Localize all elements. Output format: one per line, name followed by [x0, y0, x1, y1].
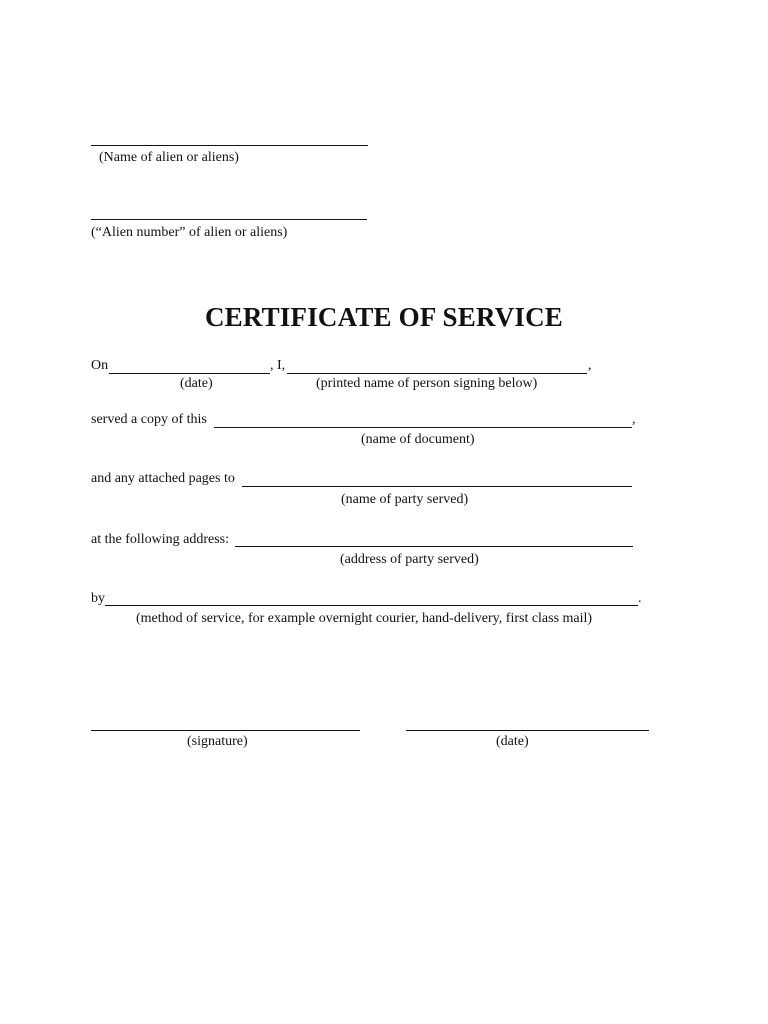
by-suffix: .: [638, 591, 642, 606]
certificate-title: CERTIFICATE OF SERVICE: [204, 302, 564, 332]
party-served-line[interactable]: [242, 486, 632, 487]
on-prefix: On: [91, 358, 109, 373]
on-middle-text: , I,: [270, 358, 286, 373]
alien-name-caption: (Name of alien or aliens): [99, 150, 239, 165]
on-suffix: ,: [588, 358, 592, 373]
party-served-caption: (name of party served): [341, 492, 469, 507]
by-prefix: by: [91, 591, 105, 606]
method-of-service-line[interactable]: [105, 605, 638, 606]
signature-date-caption: (date): [496, 734, 529, 749]
document-name-caption: (name of document): [361, 432, 475, 447]
printed-name-caption: (printed name of person signing below): [316, 376, 538, 391]
document-name-line[interactable]: [214, 427, 632, 428]
address-prefix: at the following address:: [91, 532, 230, 547]
printed-name-line[interactable]: [287, 373, 587, 374]
alien-name-line[interactable]: [91, 145, 368, 146]
attached-prefix: and any attached pages to: [91, 471, 235, 486]
signature-line[interactable]: [91, 730, 360, 731]
method-of-service-caption: (method of service, for example overnight courier, hand-delivery, first class mail): [136, 611, 593, 626]
served-suffix: ,: [632, 412, 636, 427]
address-line[interactable]: [235, 546, 633, 547]
service-date-line[interactable]: [109, 373, 270, 374]
served-prefix: served a copy of this: [91, 412, 207, 427]
alien-number-line[interactable]: [91, 219, 367, 220]
service-date-caption: (date): [180, 376, 213, 391]
signature-caption: (signature): [187, 734, 248, 749]
alien-number-caption: (“Alien number” of alien or aliens): [91, 225, 288, 240]
signature-date-line[interactable]: [406, 730, 649, 731]
address-caption: (address of party served): [340, 552, 479, 567]
